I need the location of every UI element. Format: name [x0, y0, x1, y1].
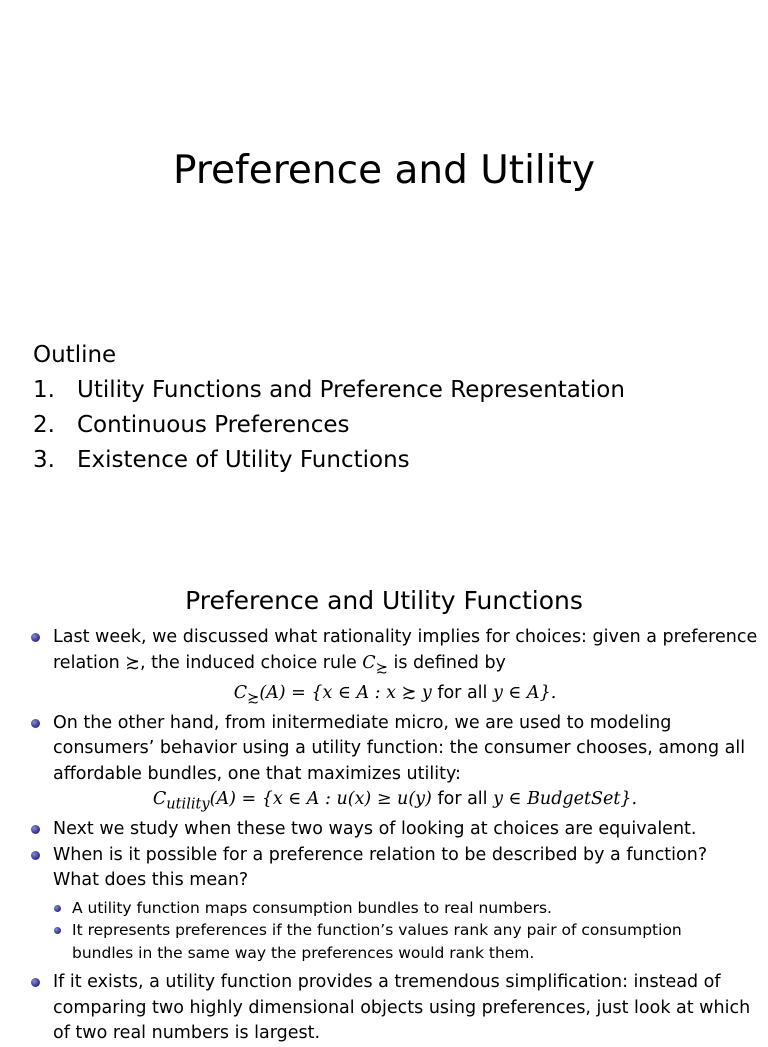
sub-bullet-list	[30, 897, 760, 965]
eq-subscript: ≿	[247, 689, 260, 706]
page-title: Preference and Utility	[173, 148, 595, 193]
bullet-item	[30, 817, 760, 843]
sub-bullet-line: A utility function maps consumption bundles to real numbers.	[72, 898, 552, 917]
outline	[33, 341, 625, 481]
sub-bullet-line: It represents preferences if the function’s values rank any pair of consumption	[72, 921, 682, 939]
outline-item-number: 2.	[33, 412, 55, 438]
bullet-line: If it exists, a utility function provides a tremendous simplification: instead of	[53, 972, 721, 992]
bullet-line: comparing two highly dimensional objects using preferences, just look at which	[53, 997, 751, 1018]
eq-part: ≿	[401, 682, 417, 703]
outline-item-label: Continuous Preferences	[77, 412, 350, 438]
choice-rule-symbol: C	[362, 652, 376, 673]
bullet-icon	[31, 719, 40, 728]
outline-item	[33, 376, 625, 411]
bullet-list	[30, 625, 760, 1047]
bullet-item	[30, 625, 760, 711]
sub-bullet-icon	[54, 905, 61, 912]
bullet-text: , the induced choice rule	[139, 652, 357, 673]
eq-part: y ∈ A}.	[492, 682, 557, 703]
outline-item-label: Existence of Utility Functions	[77, 447, 410, 473]
bullet-line: consumers’ behavior using a utility function: the consumer chooses, among all	[53, 738, 746, 758]
bullet-icon	[31, 633, 40, 642]
outline-item-number: 3.	[33, 447, 55, 473]
bullet-item	[30, 970, 760, 1047]
bullet-icon	[31, 825, 40, 834]
outline-item	[33, 446, 625, 481]
outline-item	[33, 411, 625, 446]
eq-subscript: utility	[166, 795, 210, 813]
eq-part: (A) = {x ∈ A : u(x) ≥ u(y)	[209, 789, 432, 809]
preference-subscript: ≿	[375, 659, 388, 676]
bullet-line: When is it possible for a preference relation to be described by a function?	[53, 844, 708, 865]
eq-part: y ∈ BudgetSet}.	[493, 789, 638, 809]
utility-equation	[30, 787, 760, 817]
bullet-text: relation	[53, 652, 120, 673]
bullet-item	[30, 711, 760, 818]
outline-item-label: Utility Functions and Preference Representation	[77, 377, 625, 403]
bullet-line: On the other hand, from initermediate micro, we are used to modeling	[53, 712, 672, 733]
eq-part: y	[421, 682, 432, 703]
sub-bullet-line: bundles in the same way the preferences would rank them.	[72, 943, 535, 962]
bullet-line: Last week, we discussed what rationality implies for choices: given a preference	[53, 627, 758, 647]
outline-heading: Outline	[33, 342, 117, 368]
bullet-line: What does this mean?	[53, 870, 249, 890]
bullet-line: of two real numbers is largest.	[53, 1023, 321, 1043]
bullet-icon	[31, 978, 40, 987]
bullet-line: affordable bundles, one that maximizes utility:	[53, 763, 461, 784]
eq-symbol: C	[152, 789, 167, 809]
eq-symbol: C	[233, 682, 248, 703]
eq-part: (A) = {x ∈ A : x	[259, 682, 397, 703]
choice-rule-equation	[30, 681, 760, 711]
bullet-line: Next we study when these two ways of looking at choices are equivalent.	[53, 819, 697, 839]
section-title: Preference and Utility Functions	[185, 586, 583, 615]
bullet-line	[53, 651, 760, 681]
eq-part: for all	[437, 789, 488, 809]
bullet-text: is defined by	[393, 652, 506, 673]
sub-bullet-item	[30, 919, 760, 964]
bullet-icon	[31, 851, 40, 860]
sub-bullet-item	[30, 897, 760, 920]
eq-part: for all	[437, 682, 488, 703]
sub-bullet-icon	[54, 927, 61, 934]
outline-item-number: 1.	[33, 377, 55, 403]
preference-symbol: ≿	[125, 652, 140, 673]
bullet-item	[30, 843, 760, 894]
